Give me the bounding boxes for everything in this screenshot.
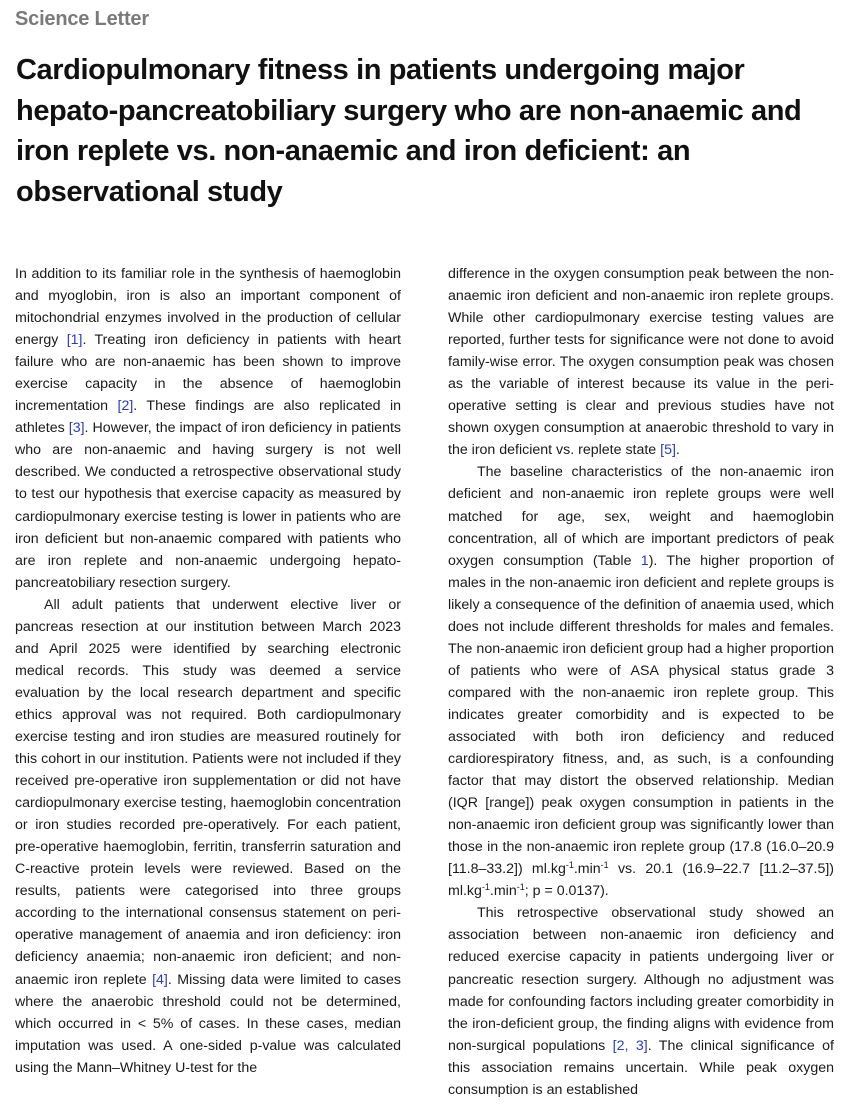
text: .min bbox=[489, 883, 517, 900]
text: . The clinical significance of this association remains uncertain. While peak oxygen consumption is an established bbox=[448, 1037, 834, 1098]
text: This retrospective observational study showed an association between non-anaemic iron deficiency and reduced exercise capacity in patients undergoing liver or pancreatic resection surgery. Although no adjustment was made for confounding factors including greater comorbidity in the iron-deficient group, the finding aligns with evidence from non-surgical populations bbox=[448, 905, 834, 1054]
article-title: Cardiopulmonary fitness in patients undergoing major hepato-pancreatobiliary surgery who are non-anaemic and iron replete vs. non-anaemic and iron deficient: an observational study bbox=[16, 54, 802, 208]
text: vs. 20.1 (16.9–22.7 [11.2–37.5]) ml.kg bbox=[448, 861, 834, 900]
right-column bbox=[448, 263, 834, 1101]
section-label: Science Letter bbox=[15, 8, 149, 30]
citation-link[interactable]: [5] bbox=[660, 442, 676, 459]
superscript: -1 bbox=[516, 882, 525, 893]
citation-link[interactable]: [2] bbox=[117, 398, 134, 415]
left-column bbox=[15, 263, 401, 1079]
paragraph-results bbox=[448, 461, 834, 902]
citation-link[interactable]: [1] bbox=[66, 332, 83, 349]
paragraph-discussion bbox=[448, 902, 834, 1100]
text: . Treating iron deficiency in patients with heart failure who are non-anaemic has been shown to improve exercise capacity in the absence of haemoglobin incrementation bbox=[15, 332, 401, 415]
table-link[interactable]: 1 bbox=[640, 552, 649, 569]
superscript: -1 bbox=[600, 860, 609, 871]
text: The baseline characteristics of the non-anaemic iron deficient and non-anaemic iron replete groups were well matched for age, sex, weight and haemoglobin concentration, all of which are important predictors of peak oxygen consumption (Table bbox=[448, 464, 834, 569]
citation-link[interactable]: [2, 3] bbox=[612, 1037, 648, 1054]
text: . bbox=[675, 442, 680, 459]
text: . However, the impact of iron deficiency in patients who are non-anaemic and having surgery is not well described. We conducted a retrospective observational study to test our hypothesis that exercise capacity as measured by cardiopulmonary exercise testing is lower in patients who are iron deficient but non-anaemic compared with patients who are iron replete and non-anaemic undergoing hepato-pancreatobiliary resection surgery. bbox=[15, 420, 401, 591]
text: ). The higher proportion of males in the non-anaemic iron deficient and replete groups is likely a consequence of the definition of anaemia used, which does not include different thresholds for males and females. The non-anaemic iron deficient group had a higher proportion of patients who were of ASA physical status grade 3 compared with the non-anaemic iron replete group. This indicates greater comorbidity and is expected to be associated with both iron deficiency and reduced cardiorespiratory fitness, and, as such, is a confounding factor that may distort the observed relationship. Median (IQR [range]) peak oxygen consumption in patients in the non-anaemic iron deficient group was significantly lower than those in the non-anaemic iron replete group (17.8 (16.0–20.9 [11.8–33.2]) ml.kg bbox=[448, 552, 834, 878]
text: . Missing data were limited to cases where the anaerobic threshold could not be determined, which occurred in < 5% of cases. In these cases, median imputation was used. A one-sided p-value was calculated using the Mann–Whitney U-test for the bbox=[15, 971, 401, 1076]
superscript: -1 bbox=[565, 860, 574, 871]
paragraph-intro bbox=[15, 263, 401, 594]
text: . These findings are also replicated in athletes bbox=[15, 398, 401, 437]
text: difference in the oxygen consumption peak between the non-anaemic iron deficient and non-anaemic iron replete groups. While other cardiopulmonary exercise testing values are reported, further tests for significance were not done to avoid family-wise error. The oxygen consumption peak was chosen as the variable of interest because its value in the peri-operative setting is clear and previous studies have not shown oxygen consumption at anaerobic threshold to vary in the iron deficient vs. replete state bbox=[448, 266, 834, 459]
text: ; p = 0.0137). bbox=[524, 883, 609, 900]
text: .min bbox=[573, 861, 601, 878]
citation-link[interactable]: [4] bbox=[152, 971, 168, 988]
paragraph-methods bbox=[15, 594, 401, 1079]
citation-link[interactable]: [3] bbox=[68, 420, 85, 437]
text: All adult patients that underwent elective liver or pancreas resection at our institution between March 2023 and April 2025 were identified by searching electronic medical records. This study was deemed a service evaluation by the local research department and specific ethics approval was not required. Both cardiopulmonary exercise testing and iron studies are measured routinely for this cohort in our institution. Patients were not included if they received pre-operative iron supplementation or did not have cardiopulmonary exercise testing, haemoglobin concentration or iron studies recorded pre-operatively. For each patient, pre-operative haemoglobin, ferritin, transferrin saturation and C-reactive protein levels were reviewed. Based on the results, patients were categorised into three groups according to the international consensus statement on peri-operative management of anaemia and iron deficiency: iron deficiency anaemia; non-anaemic iron deficient; and non-anaemic iron replete bbox=[15, 596, 401, 988]
text: In addition to its familiar role in the synthesis of haemoglobin and myoglobin, iron is also an important component of mitochondrial enzymes involved in the production of cellular energy bbox=[15, 266, 401, 349]
superscript: -1 bbox=[481, 882, 490, 893]
paragraph-methods-continued bbox=[448, 263, 834, 461]
